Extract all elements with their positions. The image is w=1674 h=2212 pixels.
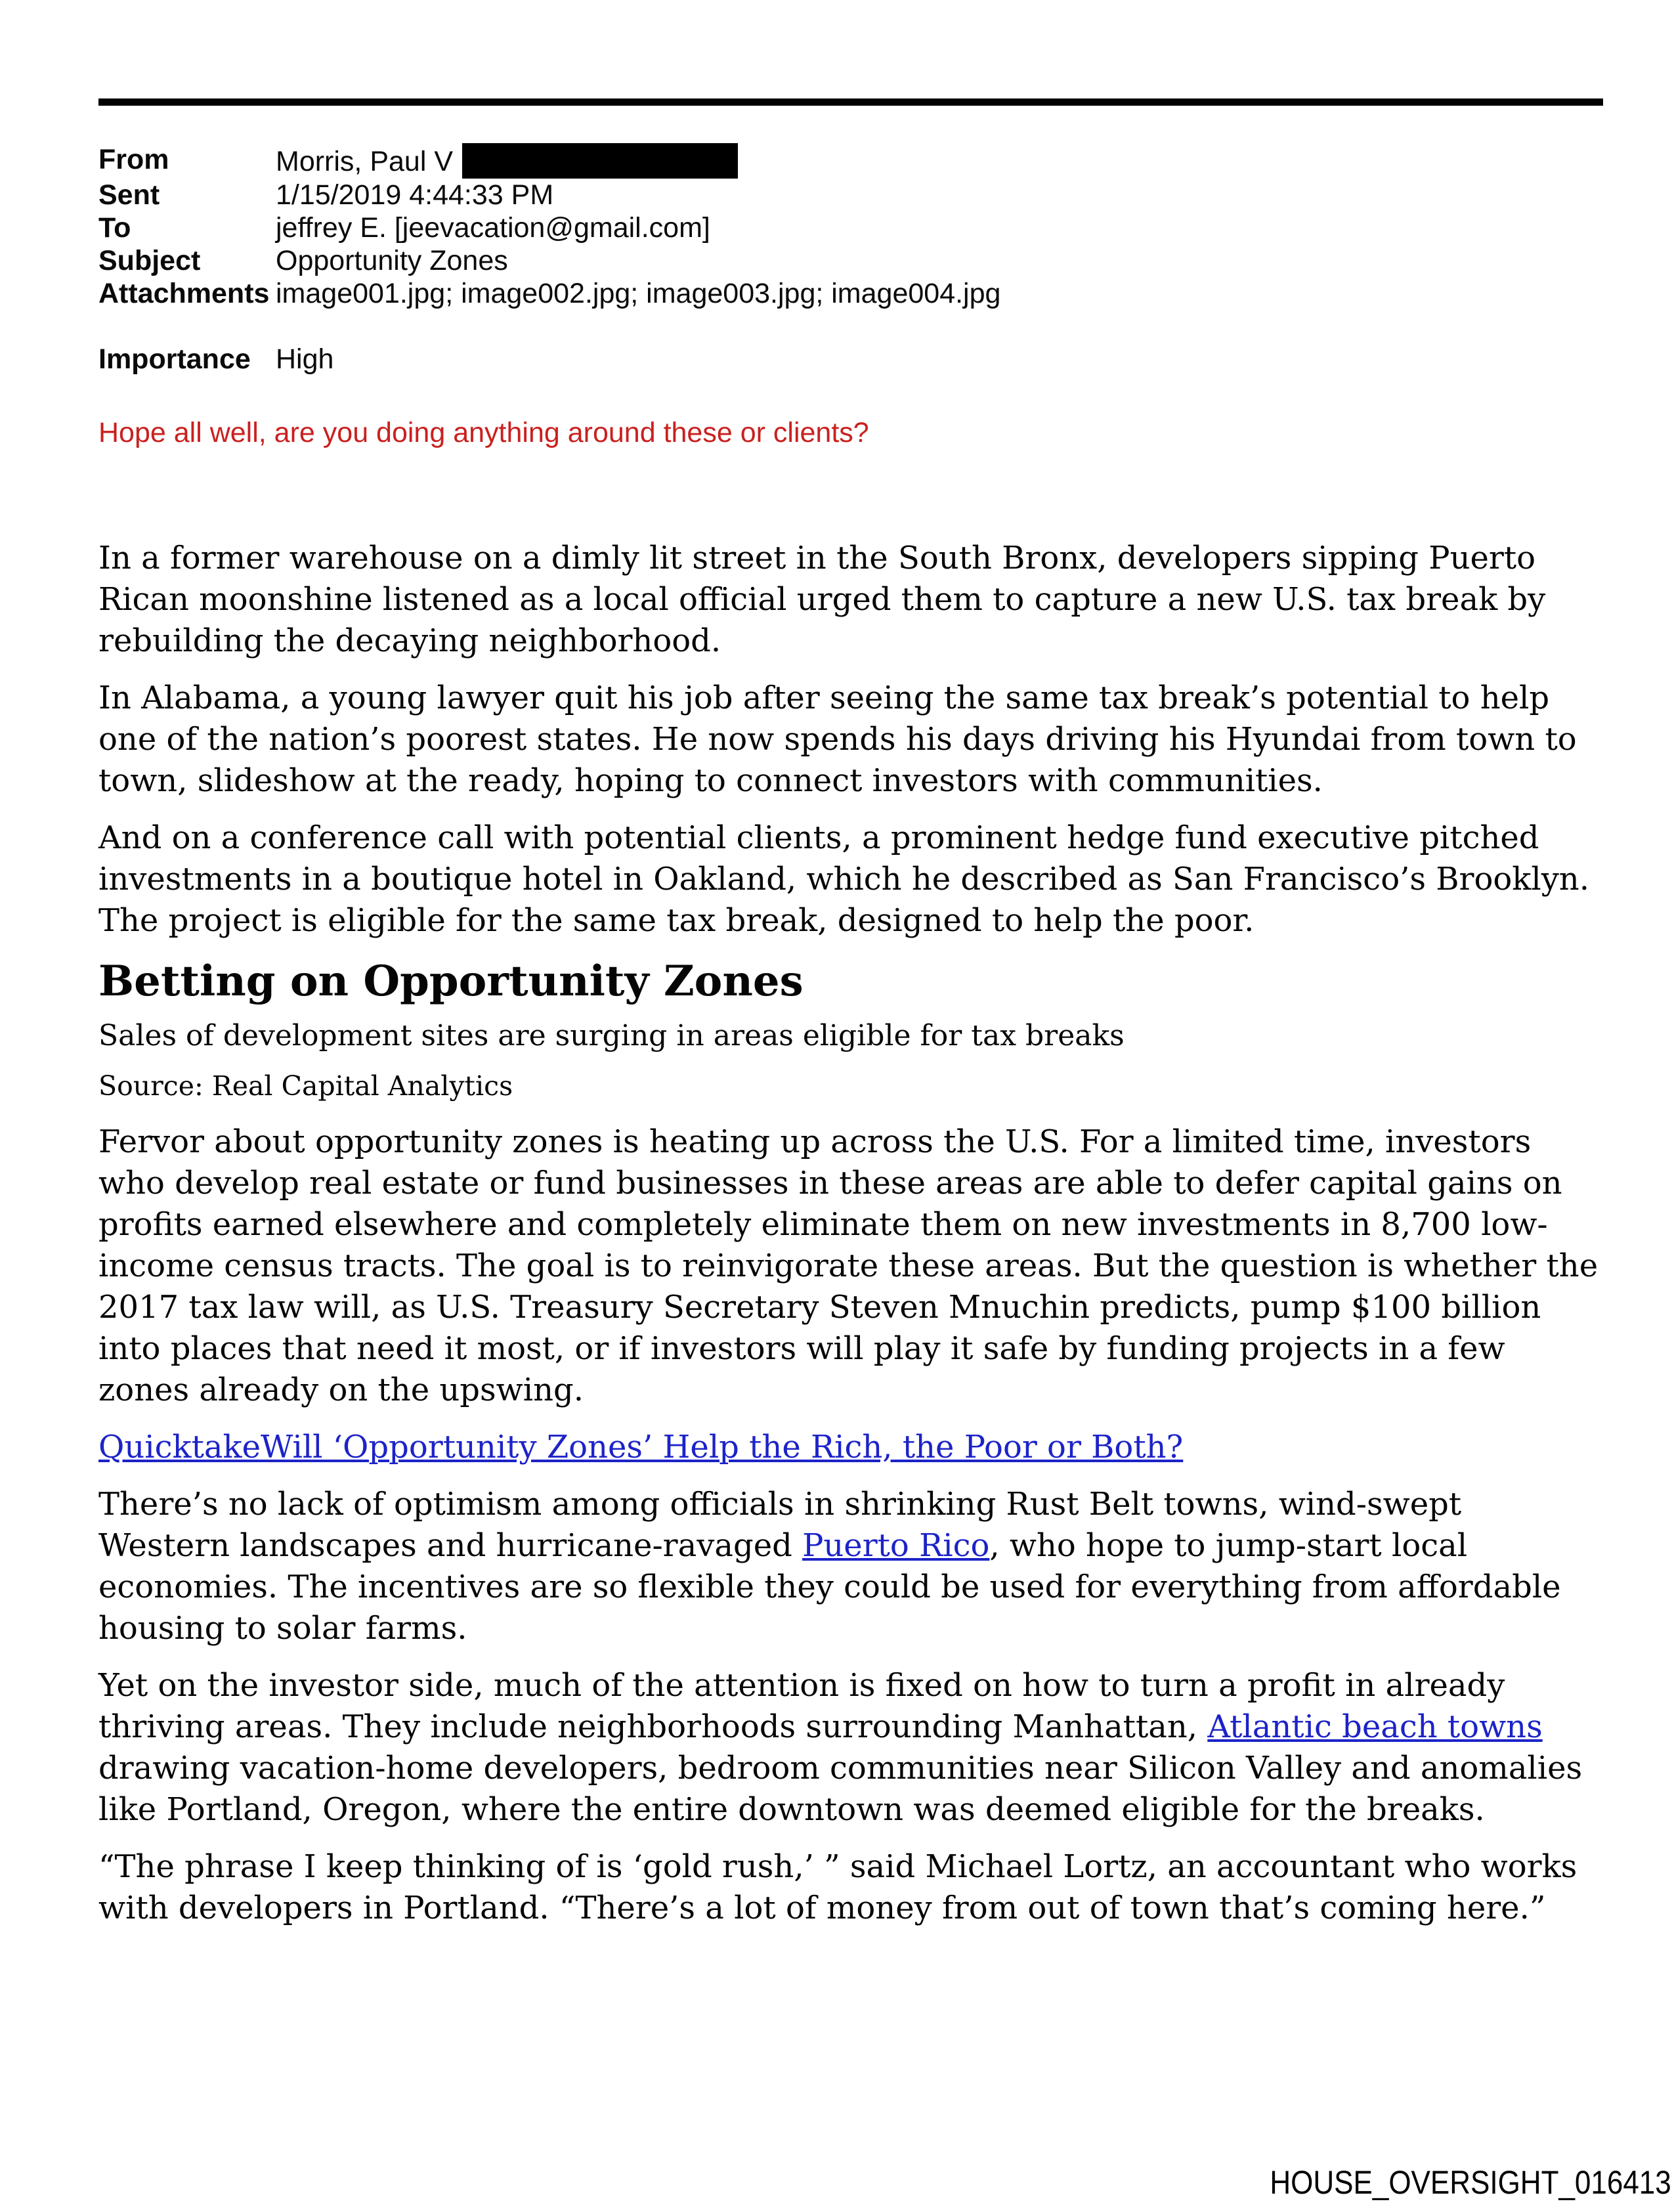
paragraph-text: Yet on the investor side, much of the attention is fixed on how to turn a profit in already thriving areas. They include neighborhoods surrounding Manhattan, [98, 1667, 1505, 1745]
article-body [98, 538, 1599, 1929]
header-divider-rule [98, 98, 1603, 106]
header-row-importance [98, 343, 1603, 376]
puerto-rico-link[interactable]: Puerto Rico [802, 1527, 990, 1564]
sent-value: 1/15/2019 4:44:33 PM [276, 179, 554, 211]
from-label: From [98, 144, 169, 175]
paragraph-oakland: And on a conference call with potential clients, a prominent hedge fund executive pitched investments in a boutique hotel in Oakland, which he described as San Francisco’s Brooklyn. The project is eligible for the same tax break, designed to help the poor. [98, 819, 1589, 939]
header-row-sent [98, 179, 1603, 211]
paragraph-alabama: In Alabama, a young lawyer quit his job after seeing the same tax break’s potential to help one of the nation’s poorest states. He now spends his days driving his Hyundai from town to town, slideshow at the ready, hoping to connect investors with communities. [98, 680, 1577, 799]
paragraph-fervor: Fervor about opportunity zones is heating up across the U.S. For a limited time, investors who develop real estate or fund businesses in these areas are able to defer capital gains on profits earned elsewhere and completely eliminate them on new investments in 8,700 low-income census tracts. The goal is to reinvigorate these areas. But the question is whether the 2017 tax law will, as U.S. Treasury Secretary Steven Mnuchin predicts, pump $100 billion into places that need it most, or if investors will play it safe by funding projects in a few zones already on the upswing. [98, 1123, 1599, 1408]
paragraph-goldrush-quote: “The phrase I keep thinking of is ‘gold rush,’ ” said Michael Lortz, an accountant who works with developers in Portland. “There’s a lot of money from out of town that’s coming here.” [98, 1848, 1577, 1926]
article-heading: Betting on Opportunity Zones [98, 957, 804, 1006]
redaction-box [462, 143, 738, 179]
paragraph-investor [98, 1665, 1599, 1831]
sent-label: Sent [98, 179, 160, 211]
bates-stamp: HOUSE_OVERSIGHT_016413 [1270, 2164, 1671, 2201]
from-value: Morris, Paul V [276, 143, 738, 179]
subject-label: Subject [98, 245, 201, 276]
importance-value: High [276, 343, 334, 375]
to-value: jeffrey E. [jeevacation@gmail.com] [276, 212, 710, 244]
attachments-label: Attachments [98, 278, 270, 309]
paragraph-text: drawing vacation-home developers, bedroom communities near Silicon Valley and anomalies like Portland, Oregon, where the entire downtown was deemed eligible for the breaks. [98, 1750, 1583, 1828]
quicktake-link[interactable]: QuicktakeWill ‘Opportunity Zones’ Help the Rich, the Poor or Both? [98, 1429, 1184, 1465]
header-row-attachments [98, 277, 1603, 310]
greeting-line: Hope all well, are you doing anything around these or clients? [98, 417, 869, 448]
header-spacer [98, 310, 1603, 343]
paragraph-quicktake [98, 1427, 1599, 1468]
header-row-from [98, 143, 1603, 179]
header-row-subject [98, 244, 1603, 277]
paragraph-bronx: In a former warehouse on a dimly lit street in the South Bronx, developers sipping Puerto Rican moonshine listened as a local official urged them to capture a new U.S. tax break by rebuilding the decaying neighborhood. [98, 540, 1546, 659]
atlantic-beach-towns-link[interactable]: Atlantic beach towns [1207, 1708, 1543, 1745]
paragraph-text: , who hope to jump-start local economies. The incentives are so flexible they could be used for everything from affordable housing to solar farms. [98, 1527, 1561, 1647]
header-row-to [98, 211, 1603, 244]
subject-value: Opportunity Zones [276, 245, 508, 276]
article-source: Source: Real Capital Analytics [98, 1070, 513, 1102]
paragraph-optimism [98, 1484, 1599, 1649]
email-header [98, 143, 1603, 376]
paragraph-text: There’s no lack of optimism among officials in shrinking Rust Belt towns, wind-swept Western landscapes and hurricane-ravaged [98, 1486, 1462, 1564]
article-subtitle: Sales of development sites are surging in areas eligible for tax breaks [98, 1019, 1125, 1052]
to-label: To [98, 212, 131, 244]
attachments-value: image001.jpg; image002.jpg; image003.jpg; image004.jpg [276, 278, 1001, 309]
importance-label: Importance [98, 343, 251, 375]
